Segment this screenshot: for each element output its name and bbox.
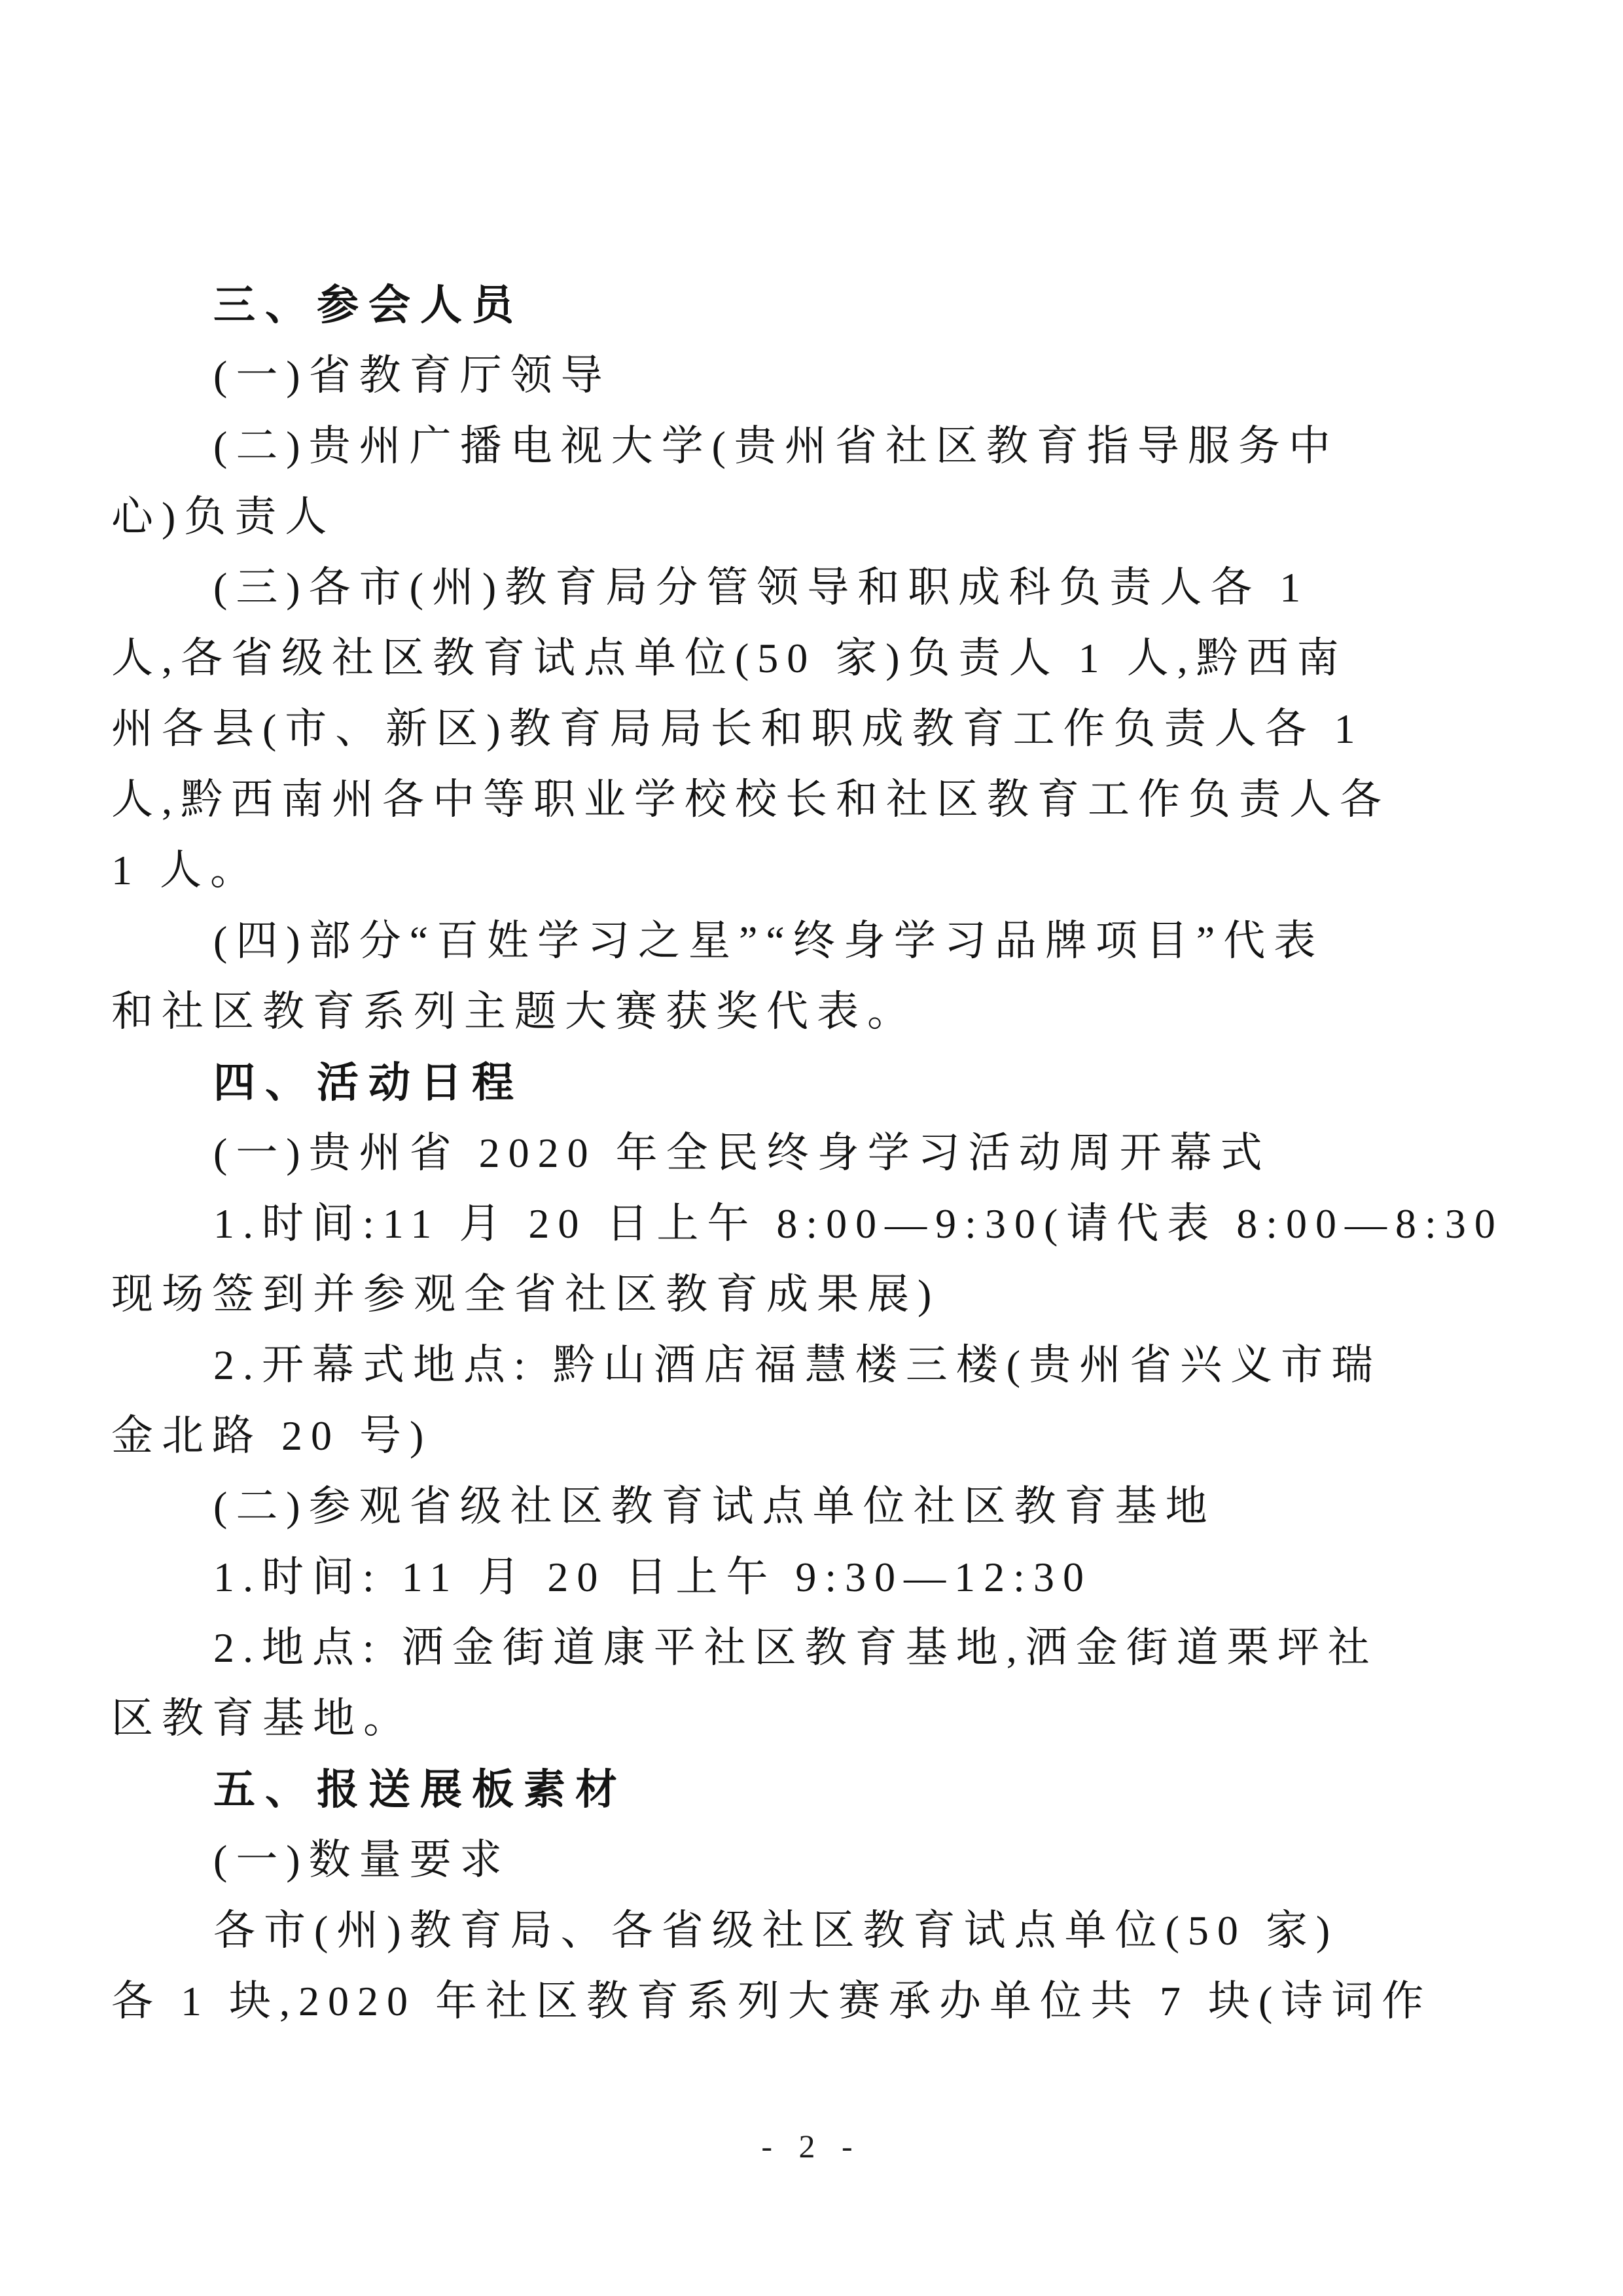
text-line: (四)部分“百姓学习之星”“终身学习品牌项目”代表 — [213, 918, 1325, 964]
text-line: 心)负责人 — [111, 493, 336, 540]
text-line: 各 1 块,2020 年社区教育系列大赛承办单位共 7 块(诗词作 — [111, 1978, 1433, 2024]
text-line: 和社区教育系列主题大赛获奖代表。 — [111, 988, 918, 1035]
text-line: (二)参观省级社区教育试点单位社区教育基地 — [213, 1483, 1216, 1530]
section-heading: 五、报送展板素材 — [213, 1766, 627, 1813]
text-line: 人,黔西南州各中等职业学校校长和社区教育工作负责人各 — [111, 776, 1390, 823]
text-line: 1 人。 — [111, 847, 260, 893]
page-number: - 2 - — [761, 2128, 862, 2164]
text-line: 人,各省级社区教育试点单位(50 家)负责人 1 人,黔西南 — [111, 635, 1347, 681]
text-line: (一)数量要求 — [213, 1837, 510, 1883]
text-line: 区教育基地。 — [111, 1695, 414, 1742]
text-line: 1.时间:11 月 20 日上午 8:00—9:30(请代表 8:00—8:30 — [213, 1200, 1504, 1247]
text-line: 2.开幕式地点: 黔山酒店福慧楼三楼(贵州省兴义市瑞 — [213, 1342, 1382, 1388]
text-line: 2.地点: 洒金街道康平社区教育基地,洒金街道栗坪社 — [213, 1624, 1378, 1671]
text-line: (二)贵州广播电视大学(贵州省社区教育指导服务中 — [213, 423, 1339, 469]
text-line: 各市(州)教育局、各省级社区教育试点单位(50 家) — [213, 1907, 1339, 1954]
document-body — [111, 270, 1518, 2037]
text-line: 金北路 20 号) — [111, 1412, 433, 1459]
text-line: 州各县(市、新区)教育局局长和职成教育工作负责人各 1 — [111, 706, 1364, 752]
text-line: (一)贵州省 2020 年全民终身学习活动周开幕式 — [213, 1130, 1271, 1176]
text-line: 1.时间: 11 月 20 日上午 9:30—12:30 — [213, 1554, 1092, 1600]
section-heading: 三、参会人员 — [213, 281, 524, 329]
text-line: 现场签到并参观全省社区教育成果展) — [111, 1271, 940, 1318]
text-line: (一)省教育厅领导 — [213, 352, 611, 399]
section-heading: 四、活动日程 — [213, 1059, 524, 1106]
text-line: (三)各市(州)教育局分管领导和职成科负责人各 1 — [213, 564, 1310, 611]
